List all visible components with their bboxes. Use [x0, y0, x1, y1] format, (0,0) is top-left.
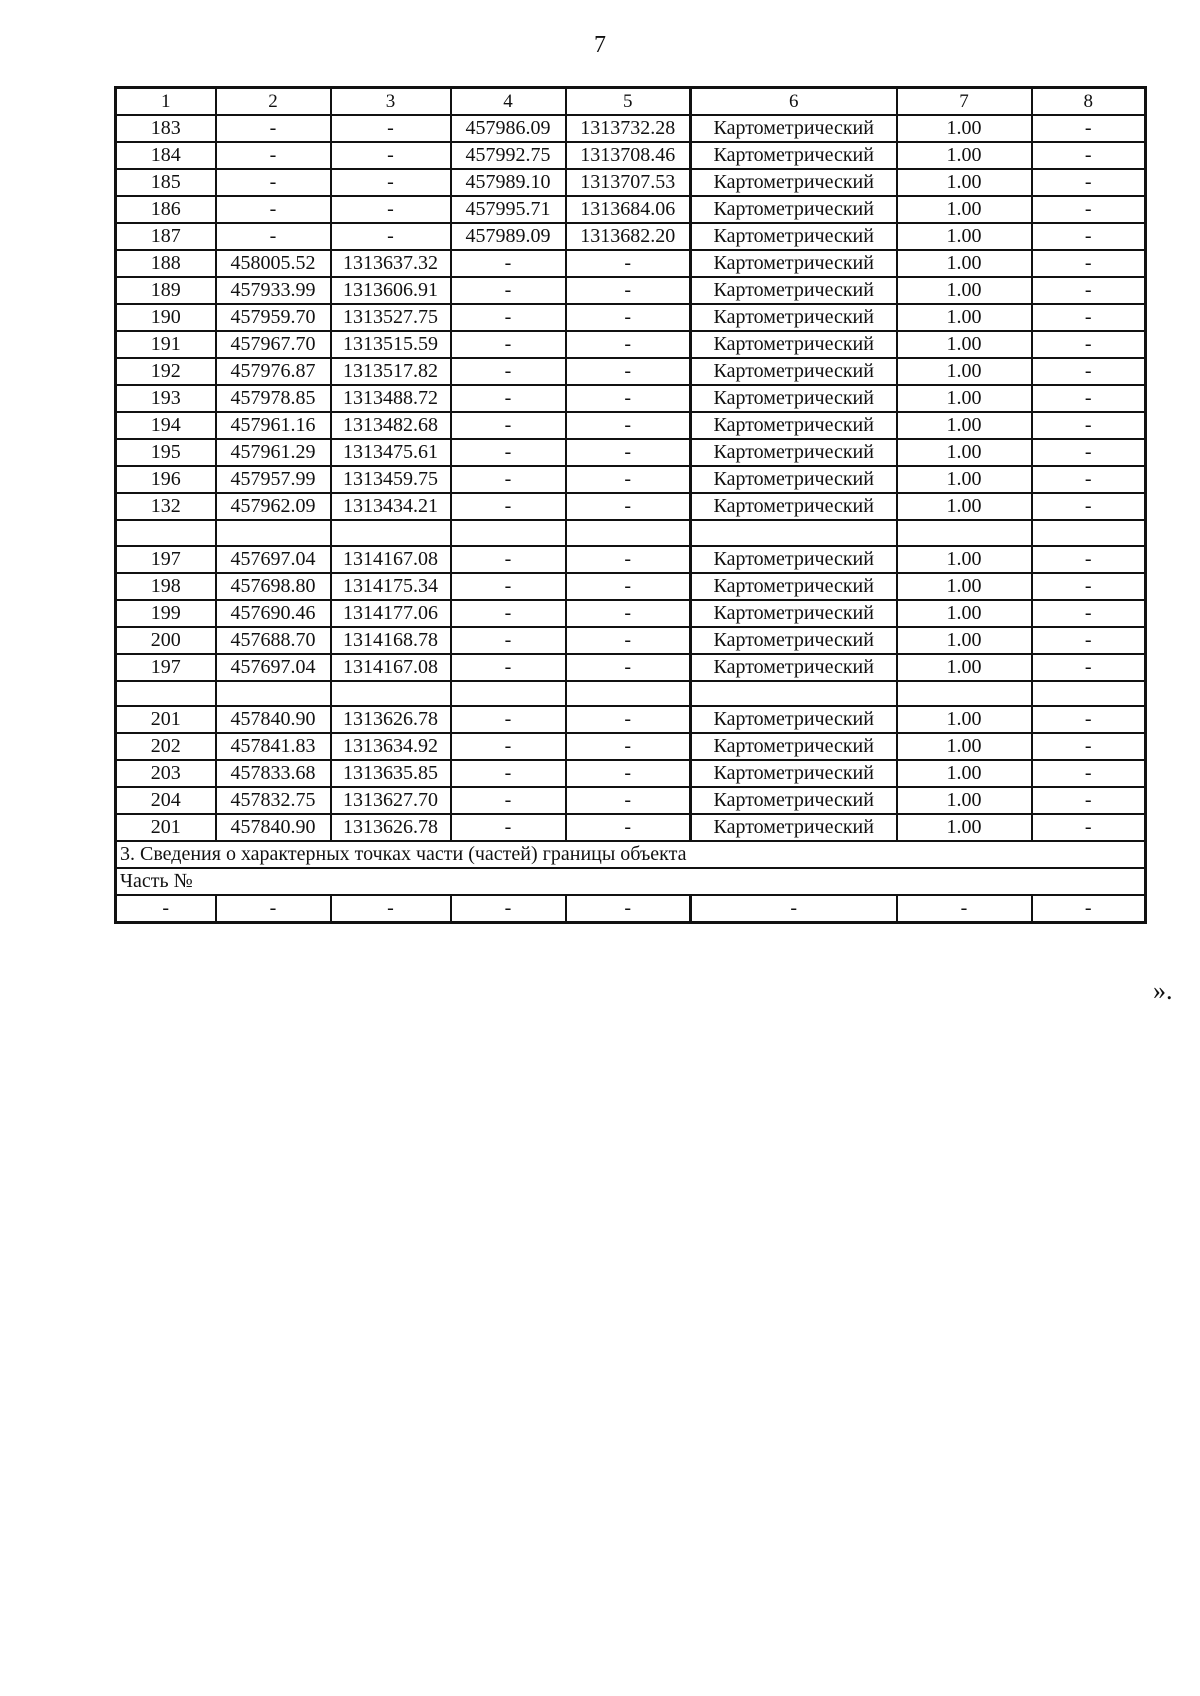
table-cell: 1.00: [897, 385, 1032, 412]
table-cell: 1313627.70: [331, 787, 451, 814]
table-cell: -: [331, 115, 451, 142]
table-cell: 457840.90: [216, 814, 331, 841]
table-cell: -: [566, 250, 691, 277]
table-cell: Картометрический: [691, 412, 897, 439]
table-row: [116, 223, 1146, 250]
table-row: [116, 493, 1146, 520]
table-cell: [566, 520, 691, 546]
table-cell: -: [566, 573, 691, 600]
table-cell: [216, 520, 331, 546]
table-cell: -: [1032, 706, 1146, 733]
table-cell: 1.00: [897, 331, 1032, 358]
table-cell: [897, 520, 1032, 546]
table-cell: Картометрический: [691, 760, 897, 787]
coordinates-table: [114, 86, 1147, 924]
table-cell: 1313459.75: [331, 466, 451, 493]
table-cell: 1.00: [897, 169, 1032, 196]
table-cell: [897, 681, 1032, 707]
table-cell: 1.00: [897, 493, 1032, 520]
table-cell: -: [566, 412, 691, 439]
table-cell: 190: [116, 304, 216, 331]
table-cell: 457832.75: [216, 787, 331, 814]
table-cell: 458005.52: [216, 250, 331, 277]
table-cell: -: [1032, 814, 1146, 841]
table-cell: -: [566, 600, 691, 627]
table-cell: 193: [116, 385, 216, 412]
table-cell: -: [451, 627, 566, 654]
table-cell: 201: [116, 814, 216, 841]
table-cell: -: [1032, 733, 1146, 760]
table-row: [116, 760, 1146, 787]
table-cell: 457986.09: [451, 115, 566, 142]
table-cell: [691, 681, 897, 707]
table-cell: [451, 520, 566, 546]
part-cell: -: [451, 895, 566, 923]
part-cell: -: [331, 895, 451, 923]
table-cell: -: [451, 573, 566, 600]
part-cell: -: [116, 895, 216, 923]
part-label-row: [116, 868, 1146, 895]
table-cell: -: [331, 142, 451, 169]
table-cell: 1.00: [897, 196, 1032, 223]
table-cell: Картометрический: [691, 358, 897, 385]
table-cell: 1.00: [897, 814, 1032, 841]
table-cell: 457989.09: [451, 223, 566, 250]
table-cell: 1314167.08: [331, 654, 451, 681]
table-cell: Картометрический: [691, 250, 897, 277]
table-row: [116, 385, 1146, 412]
table-cell: Картометрический: [691, 573, 897, 600]
table-cell: 1313732.28: [566, 115, 691, 142]
header-cell: 8: [1032, 88, 1146, 116]
table-cell: [331, 520, 451, 546]
table-cell: 1313517.82: [331, 358, 451, 385]
table-cell: 457841.83: [216, 733, 331, 760]
table-cell: -: [1032, 493, 1146, 520]
part-cell: -: [897, 895, 1032, 923]
table-row: [116, 627, 1146, 654]
table-row: [116, 654, 1146, 681]
table-cell: 132: [116, 493, 216, 520]
table-cell: 1313707.53: [566, 169, 691, 196]
table-cell: Картометрический: [691, 787, 897, 814]
table-cell: -: [566, 331, 691, 358]
table-cell: 457959.70: [216, 304, 331, 331]
table-cell: 457967.70: [216, 331, 331, 358]
table-cell: -: [451, 654, 566, 681]
table-cell: 203: [116, 760, 216, 787]
table-cell: -: [566, 627, 691, 654]
table-cell: -: [1032, 760, 1146, 787]
table-header-row: [116, 88, 1146, 116]
table-cell: -: [451, 733, 566, 760]
part-values-row: [116, 895, 1146, 923]
table-cell: [691, 520, 897, 546]
table-cell: 1313515.59: [331, 331, 451, 358]
table-row: [116, 412, 1146, 439]
table-cell: 457989.10: [451, 169, 566, 196]
page-number: 7: [594, 32, 606, 58]
table-cell: Картометрический: [691, 733, 897, 760]
table-cell: -: [216, 223, 331, 250]
table-cell: 197: [116, 546, 216, 573]
table-cell: 1.00: [897, 250, 1032, 277]
table-row: [116, 277, 1146, 304]
header-cell: 3: [331, 88, 451, 116]
table-cell: 1314168.78: [331, 627, 451, 654]
table-cell: [1032, 681, 1146, 707]
table-cell: -: [451, 787, 566, 814]
table-cell: 457957.99: [216, 466, 331, 493]
part-label: Часть №: [116, 868, 1146, 895]
table-cell: 1.00: [897, 223, 1032, 250]
table-row: [116, 466, 1146, 493]
table-cell: -: [566, 706, 691, 733]
table-cell: 183: [116, 115, 216, 142]
table-cell: -: [566, 814, 691, 841]
table-cell: -: [566, 385, 691, 412]
table-cell: [1032, 520, 1146, 546]
table-row: [116, 304, 1146, 331]
table-cell: -: [1032, 196, 1146, 223]
table-body: [116, 88, 1146, 842]
table-row: [116, 787, 1146, 814]
table-footer: [116, 841, 1146, 923]
table-cell: -: [451, 706, 566, 733]
table-cell: 1313606.91: [331, 277, 451, 304]
table-row: [116, 115, 1146, 142]
table-cell: -: [451, 493, 566, 520]
table-row: [116, 250, 1146, 277]
table-cell: -: [1032, 546, 1146, 573]
table-cell: -: [1032, 412, 1146, 439]
table-cell: Картометрический: [691, 196, 897, 223]
table-cell: -: [1032, 358, 1146, 385]
table-cell: -: [1032, 385, 1146, 412]
header-cell: 5: [566, 88, 691, 116]
table-cell: 457961.16: [216, 412, 331, 439]
table-cell: 189: [116, 277, 216, 304]
table-cell: -: [566, 439, 691, 466]
table-row: [116, 331, 1146, 358]
table-row: [116, 600, 1146, 627]
table-row: [116, 196, 1146, 223]
table-cell: 197: [116, 654, 216, 681]
table-cell: [216, 681, 331, 707]
part-cell: -: [691, 895, 897, 923]
table-cell: -: [566, 358, 691, 385]
table-cell: 204: [116, 787, 216, 814]
closing-quote-mark: ».: [1153, 976, 1173, 1005]
table-cell: Картометрический: [691, 439, 897, 466]
table-cell: -: [1032, 304, 1146, 331]
table-cell: Картометрический: [691, 304, 897, 331]
header-cell: 1: [116, 88, 216, 116]
table-row: [116, 814, 1146, 841]
table-cell: 188: [116, 250, 216, 277]
table-cell: Картометрический: [691, 546, 897, 573]
table-cell: 457833.68: [216, 760, 331, 787]
table-cell: -: [566, 493, 691, 520]
table-cell: -: [1032, 787, 1146, 814]
part-cell: -: [566, 895, 691, 923]
table-cell: [116, 681, 216, 707]
table-cell: 457698.80: [216, 573, 331, 600]
table-cell: 457933.99: [216, 277, 331, 304]
table-cell: -: [451, 412, 566, 439]
table-cell: 201: [116, 706, 216, 733]
table-cell: -: [1032, 169, 1146, 196]
header-cell: 6: [691, 88, 897, 116]
table-cell: Картометрический: [691, 169, 897, 196]
table-cell: -: [331, 169, 451, 196]
table-cell: 457697.04: [216, 654, 331, 681]
table-cell: 1313482.68: [331, 412, 451, 439]
table-cell: Картометрический: [691, 814, 897, 841]
table-cell: -: [451, 600, 566, 627]
table-row: [116, 706, 1146, 733]
table-cell: 457688.70: [216, 627, 331, 654]
table-cell: Картометрический: [691, 627, 897, 654]
table-cell: 199: [116, 600, 216, 627]
table-cell: 1.00: [897, 654, 1032, 681]
table-cell: -: [451, 304, 566, 331]
table-cell: Картометрический: [691, 466, 897, 493]
section-title: 3. Сведения о характерных точках части (частей) границы объекта: [116, 841, 1146, 868]
table-row: [116, 546, 1146, 573]
table-cell: 194: [116, 412, 216, 439]
table-cell: 185: [116, 169, 216, 196]
part-cell: -: [1032, 895, 1146, 923]
table-row: [116, 358, 1146, 385]
table-cell: 1313626.78: [331, 814, 451, 841]
table-cell: 1.00: [897, 304, 1032, 331]
table-cell: 196: [116, 466, 216, 493]
table-cell: Картометрический: [691, 654, 897, 681]
table-cell: [331, 681, 451, 707]
table-cell: 457697.04: [216, 546, 331, 573]
table-cell: Картометрический: [691, 385, 897, 412]
table-cell: -: [566, 466, 691, 493]
table-cell: Картометрический: [691, 142, 897, 169]
table-cell: 1313635.85: [331, 760, 451, 787]
table-cell: -: [566, 654, 691, 681]
table-cell: [116, 520, 216, 546]
table-cell: -: [1032, 142, 1146, 169]
table-cell: -: [566, 787, 691, 814]
table-cell: -: [451, 385, 566, 412]
header-cell: 2: [216, 88, 331, 116]
table-cell: 1.00: [897, 733, 1032, 760]
table-row: [116, 169, 1146, 196]
table-cell: 202: [116, 733, 216, 760]
table-cell: 1.00: [897, 787, 1032, 814]
table-cell: 1313527.75: [331, 304, 451, 331]
table-cell: 1.00: [897, 760, 1032, 787]
table-cell: 1.00: [897, 358, 1032, 385]
table-cell: -: [566, 304, 691, 331]
table-cell: Картометрический: [691, 115, 897, 142]
table-cell: -: [451, 760, 566, 787]
table-cell: Картометрический: [691, 493, 897, 520]
table-cell: -: [451, 546, 566, 573]
table-cell: 457840.90: [216, 706, 331, 733]
table-cell: -: [216, 142, 331, 169]
table-cell: 1313708.46: [566, 142, 691, 169]
table-cell: Картометрический: [691, 223, 897, 250]
table-row: [116, 573, 1146, 600]
table-cell: 200: [116, 627, 216, 654]
table-cell: 1313634.92: [331, 733, 451, 760]
table-cell: -: [1032, 331, 1146, 358]
table-cell: -: [331, 196, 451, 223]
table-cell: 1313626.78: [331, 706, 451, 733]
table-cell: 1314167.08: [331, 546, 451, 573]
table-cell: 457690.46: [216, 600, 331, 627]
table-cell: 187: [116, 223, 216, 250]
table-cell: 457992.75: [451, 142, 566, 169]
table-cell: 1.00: [897, 573, 1032, 600]
table-cell: -: [216, 169, 331, 196]
table-cell: Картометрический: [691, 706, 897, 733]
table-cell: 1.00: [897, 466, 1032, 493]
table-cell: -: [216, 115, 331, 142]
table-cell: 457962.09: [216, 493, 331, 520]
table-cell: -: [1032, 250, 1146, 277]
table-cell: -: [1032, 600, 1146, 627]
table-cell: 1.00: [897, 627, 1032, 654]
table-cell: 1.00: [897, 412, 1032, 439]
table-cell: -: [451, 277, 566, 304]
table-cell: -: [451, 331, 566, 358]
table-cell: -: [331, 223, 451, 250]
table-cell: 1313488.72: [331, 385, 451, 412]
table-cell: 1313684.06: [566, 196, 691, 223]
table-cell: 1.00: [897, 600, 1032, 627]
table-cell: 1313475.61: [331, 439, 451, 466]
part-cell: -: [216, 895, 331, 923]
table-cell: -: [1032, 654, 1146, 681]
section-title-row: [116, 841, 1146, 868]
table-cell: -: [1032, 277, 1146, 304]
table-cell: [566, 681, 691, 707]
table-cell: 195: [116, 439, 216, 466]
table-row: [116, 520, 1146, 546]
table-cell: -: [1032, 439, 1146, 466]
table-cell: -: [1032, 223, 1146, 250]
table-cell: 1.00: [897, 277, 1032, 304]
table-cell: 191: [116, 331, 216, 358]
table-cell: [451, 681, 566, 707]
table-cell: 1.00: [897, 439, 1032, 466]
table-row: [116, 733, 1146, 760]
table-cell: 1314177.06: [331, 600, 451, 627]
table-cell: 1313637.32: [331, 250, 451, 277]
header-cell: 4: [451, 88, 566, 116]
table-cell: 457961.29: [216, 439, 331, 466]
table-cell: -: [451, 358, 566, 385]
table-row: [116, 439, 1146, 466]
table-cell: Картометрический: [691, 277, 897, 304]
table-cell: -: [566, 277, 691, 304]
table-cell: 1314175.34: [331, 573, 451, 600]
table-cell: -: [1032, 627, 1146, 654]
table-cell: 457995.71: [451, 196, 566, 223]
table-cell: -: [566, 546, 691, 573]
table-cell: -: [216, 196, 331, 223]
table-row: [116, 681, 1146, 707]
table-cell: -: [451, 466, 566, 493]
table-cell: 192: [116, 358, 216, 385]
table-cell: -: [566, 733, 691, 760]
table-cell: 1.00: [897, 546, 1032, 573]
table-cell: -: [1032, 573, 1146, 600]
table-cell: 1.00: [897, 142, 1032, 169]
table-cell: 1.00: [897, 115, 1032, 142]
table-cell: Картометрический: [691, 331, 897, 358]
table-cell: -: [1032, 115, 1146, 142]
table-cell: 184: [116, 142, 216, 169]
table-cell: -: [451, 250, 566, 277]
table-cell: 457976.87: [216, 358, 331, 385]
table-cell: 198: [116, 573, 216, 600]
table-row: [116, 142, 1146, 169]
table-cell: -: [451, 814, 566, 841]
table-cell: 1313682.20: [566, 223, 691, 250]
table-cell: 1.00: [897, 706, 1032, 733]
table-cell: 457978.85: [216, 385, 331, 412]
table-cell: -: [451, 439, 566, 466]
table-cell: -: [1032, 466, 1146, 493]
table-cell: 186: [116, 196, 216, 223]
table-cell: -: [566, 760, 691, 787]
header-cell: 7: [897, 88, 1032, 116]
table-cell: Картометрический: [691, 600, 897, 627]
table-cell: 1313434.21: [331, 493, 451, 520]
